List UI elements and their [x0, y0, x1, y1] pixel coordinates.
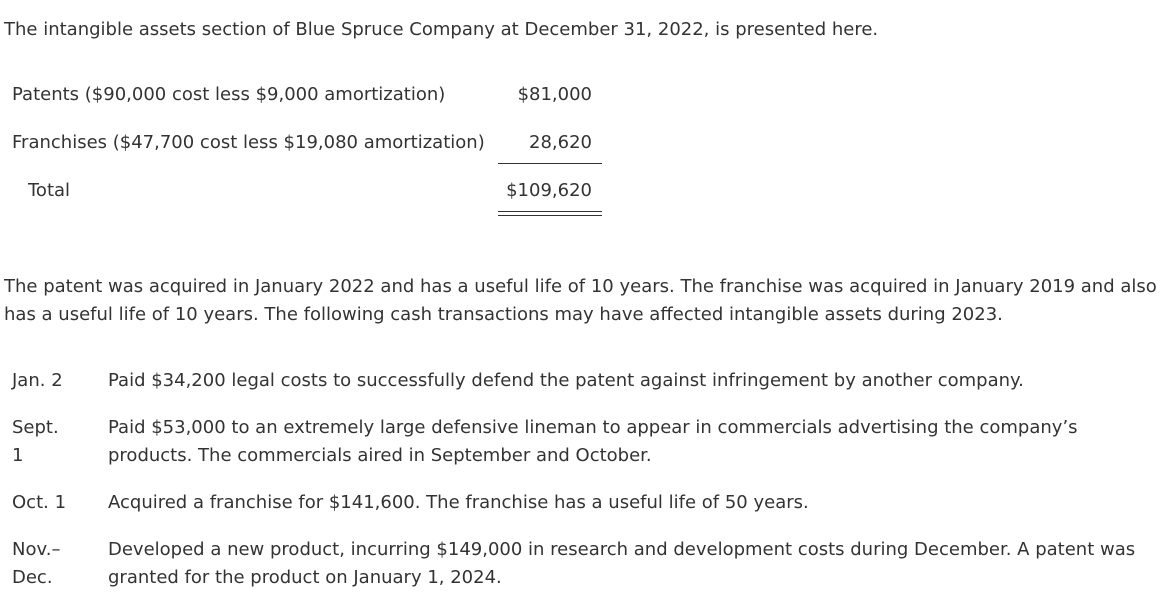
transactions-list [12, 367, 1162, 611]
asset-amount-total: $109,620 [506, 180, 592, 201]
asset-label-patents: Patents ($90,000 cost less $9,000 amortization) [12, 84, 446, 105]
asset-row-total [12, 178, 612, 226]
asset-row-franchises [12, 130, 612, 178]
transaction-row [12, 536, 1162, 592]
asset-label-total: Total [28, 180, 71, 201]
transaction-date: Oct. 1 [12, 492, 67, 513]
intangible-assets-table [12, 82, 612, 226]
asset-amount-franchises: 28,620 [529, 132, 592, 153]
asset-row-patents [12, 82, 612, 130]
transaction-date: Nov.– Dec. [12, 539, 61, 588]
transaction-description: Paid $34,200 legal costs to successfully defend the patent against infringement by another company. [108, 370, 1024, 391]
transaction-row [12, 367, 1162, 395]
transaction-row [12, 489, 1162, 517]
transaction-row [12, 414, 1162, 470]
total-double-rule [498, 211, 602, 216]
asset-amount-patents: $81,000 [517, 84, 592, 105]
narrative-text: The patent was acquired in January 2022 and has a useful life of 10 years. The franchise was acquired in January 2019 and also has a useful life of 10 years. The following cash transactions may have affected intangible assets during 2023. [4, 276, 1157, 325]
transaction-description: Developed a new product, incurring $149,000 in research and development costs during December. A patent was granted for the product on January 1, 2024. [108, 539, 1136, 588]
intro-text: The intangible assets section of Blue Spruce Company at December 31, 2022, is presented here. [4, 19, 879, 40]
transaction-date: Jan. 2 [12, 370, 63, 391]
asset-label-franchises: Franchises ($47,700 cost less $19,080 amortization) [12, 132, 485, 153]
subtotal-rule [498, 163, 602, 164]
transaction-description: Acquired a franchise for $141,600. The franchise has a useful life of 50 years. [108, 492, 809, 513]
transaction-description: Paid $53,000 to an extremely large defensive lineman to appear in commercials advertising the company’s products. The commercials aired in September and October. [108, 417, 1078, 466]
transaction-date: Sept. 1 [12, 417, 59, 466]
